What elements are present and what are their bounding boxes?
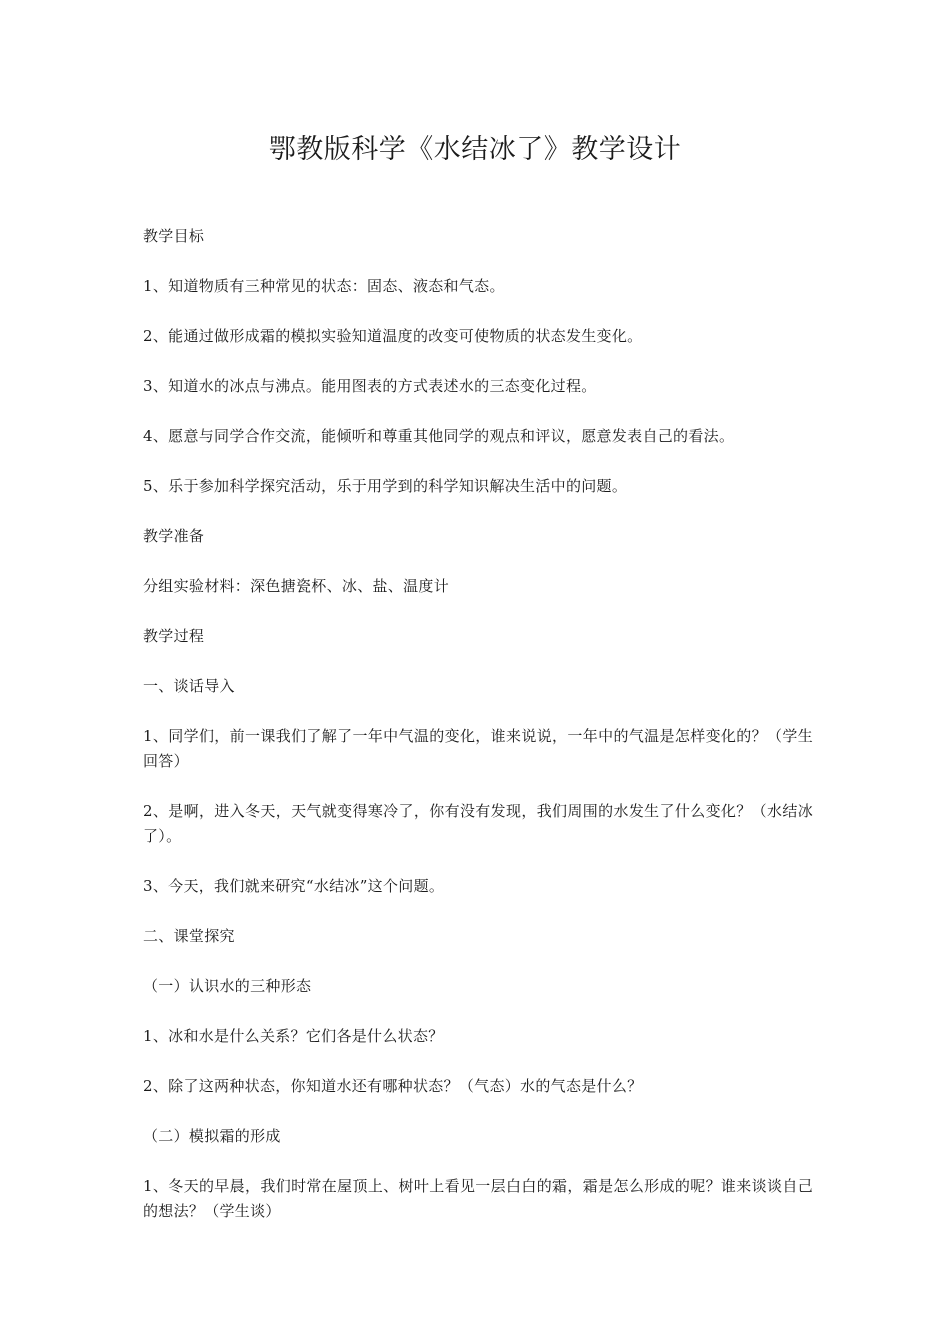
document-title: 鄂教版科学《水结冰了》教学设计 xyxy=(268,134,682,165)
paragraph: 分组实验材料：深色搪瓷杯、冰、盐、温度计 xyxy=(143,577,450,595)
paragraph: 3、今天，我们就来研究“水结冰”这个问题。 xyxy=(143,877,445,895)
subsection-heading: 二、课堂探究 xyxy=(143,927,235,945)
section-heading: 教学过程 xyxy=(143,627,205,645)
subsection-heading: （二）模拟霜的形成 xyxy=(143,1127,281,1145)
paragraph: 1、知道物质有三种常见的状态：固态、液态和气态。 xyxy=(143,277,505,295)
section-heading: 教学准备 xyxy=(143,527,205,545)
paragraph: 1、冰和水是什么关系？它们各是什么状态？ xyxy=(143,1027,444,1045)
paragraph: 2、是啊，进入冬天，天气就变得寒冷了，你有没有发现，我们周围的水发生了什么变化？（水结冰了）。 xyxy=(143,802,813,845)
paragraph: 5、乐于参加科学探究活动，乐于用学到的科学知识解决生活中的问题。 xyxy=(143,477,628,495)
subsection-heading: 一、谈话导入 xyxy=(143,677,235,695)
paragraph: 4、愿意与同学合作交流，能倾听和尊重其他同学的观点和评议，愿意发表自己的看法。 xyxy=(143,427,735,445)
paragraph: 1、同学们，前一课我们了解了一年中气温的变化，谁来说说，一年中的气温是怎样变化的？（学生回答） xyxy=(143,727,813,770)
paragraph: 2、除了这两种状态，你知道水还有哪种状态？（气态）水的气态是什么？ xyxy=(143,1077,643,1095)
paragraph: 1、冬天的早晨，我们时常在屋顶上、树叶上看见一层白白的霜，霜是怎么形成的呢？谁来谈谈自己的想法？（学生谈） xyxy=(143,1177,813,1220)
paragraph: 3、知道水的冰点与沸点。能用图表的方式表述水的三态变化过程。 xyxy=(143,377,597,395)
document-body xyxy=(143,224,813,1249)
paragraph: 2、能通过做形成霜的模拟实验知道温度的改变可使物质的状态发生变化。 xyxy=(143,327,643,345)
subsection-heading: （一）认识水的三种形态 xyxy=(143,977,312,995)
section-heading: 教学目标 xyxy=(143,227,205,245)
